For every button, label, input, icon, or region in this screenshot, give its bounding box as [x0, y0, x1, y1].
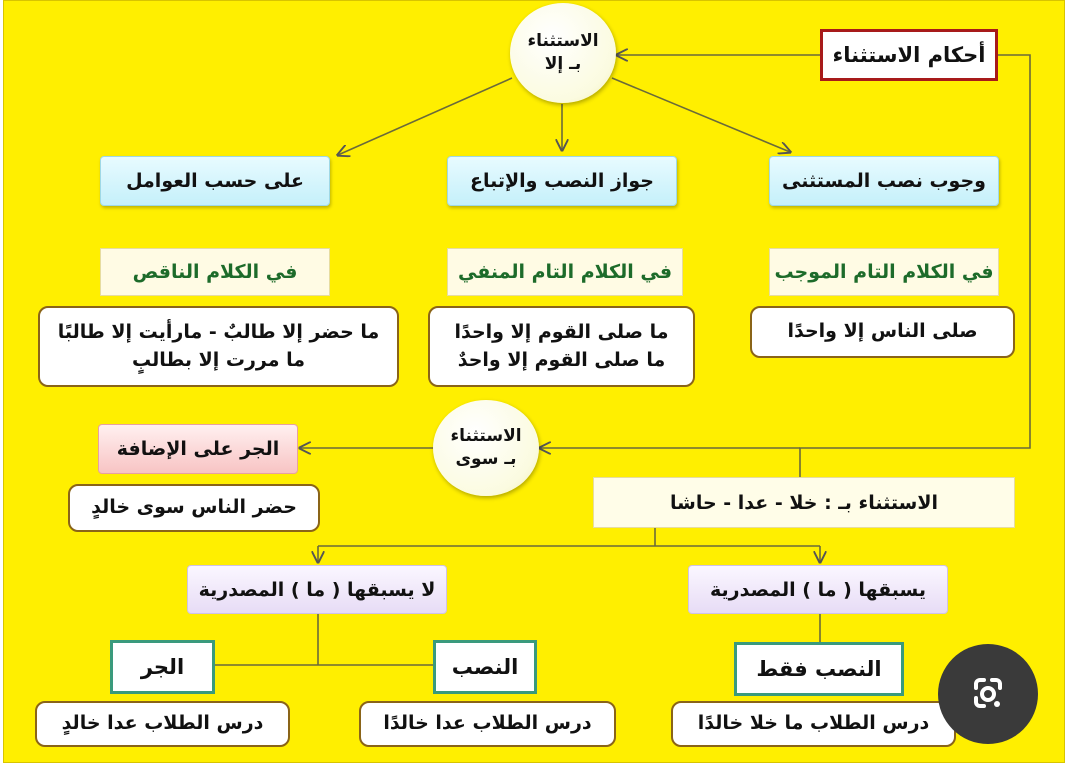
jar-example: درس الطلاب عدا خالدٍ: [35, 701, 290, 747]
branch-context-2: في الكلام التام المنفي: [447, 248, 683, 296]
branch-rule-3: على حسب العوامل: [100, 156, 330, 206]
nasb-only-example: درس الطلاب ما خلا خالدًا: [671, 701, 956, 747]
siwa-circle-line1: الاستثناء: [450, 426, 522, 447]
branch-example-2-line2: ما صلى القوم إلا واحدٌ: [457, 348, 666, 371]
branch-context-1: في الكلام التام الموجب: [769, 248, 999, 296]
nasb-rule: النصب: [433, 640, 537, 694]
branch-example-1: [750, 306, 1015, 358]
siwa-circle: [433, 400, 539, 496]
siwa-example: حضر الناس سوى خالدٍ: [68, 484, 320, 532]
nasb-only-rule: النصب فقط: [734, 642, 904, 696]
branch-rule-1: وجوب نصب المستثنى: [769, 156, 999, 206]
jar-rule: الجر: [110, 640, 215, 694]
khala-header: الاستثناء بـ : خلا - عدا - حاشا: [593, 477, 1015, 528]
illa-circle-line2: بـ إلا: [544, 54, 582, 74]
preceded-label: يسبقها ( ما ) المصدرية: [688, 565, 948, 614]
not-preceded-label: لا يسبقها ( ما ) المصدرية: [187, 565, 447, 614]
branch-example-2-line1: ما صلى القوم إلا واحدًا: [454, 320, 669, 343]
branch-example-3-line1: ما حضر إلا طالبٌ - مارأيت إلا طالبًا: [57, 320, 380, 343]
title-box: أحكام الاستثناء: [820, 29, 998, 81]
google-lens-icon[interactable]: [938, 644, 1038, 744]
siwa-rule: الجر على الإضافة: [98, 424, 298, 474]
lens-glyph-icon: [962, 668, 1014, 720]
illa-circle: [510, 3, 616, 103]
illa-circle-line1: الاستثناء: [527, 31, 599, 52]
branch-example-2: [428, 306, 695, 387]
branch-example-3-line2: ما مررت إلا بطالبٍ: [131, 348, 306, 371]
branch-example-3: [38, 306, 399, 387]
branch-context-3: في الكلام الناقص: [100, 248, 330, 296]
branch-rule-2: جواز النصب والإتباع: [447, 156, 677, 206]
siwa-circle-line2: بـ سوى: [455, 449, 517, 469]
branch-example-1-line1: صلى الناس إلا واحدًا: [787, 320, 978, 343]
nasb-example: درس الطلاب عدا خالدًا: [359, 701, 616, 747]
